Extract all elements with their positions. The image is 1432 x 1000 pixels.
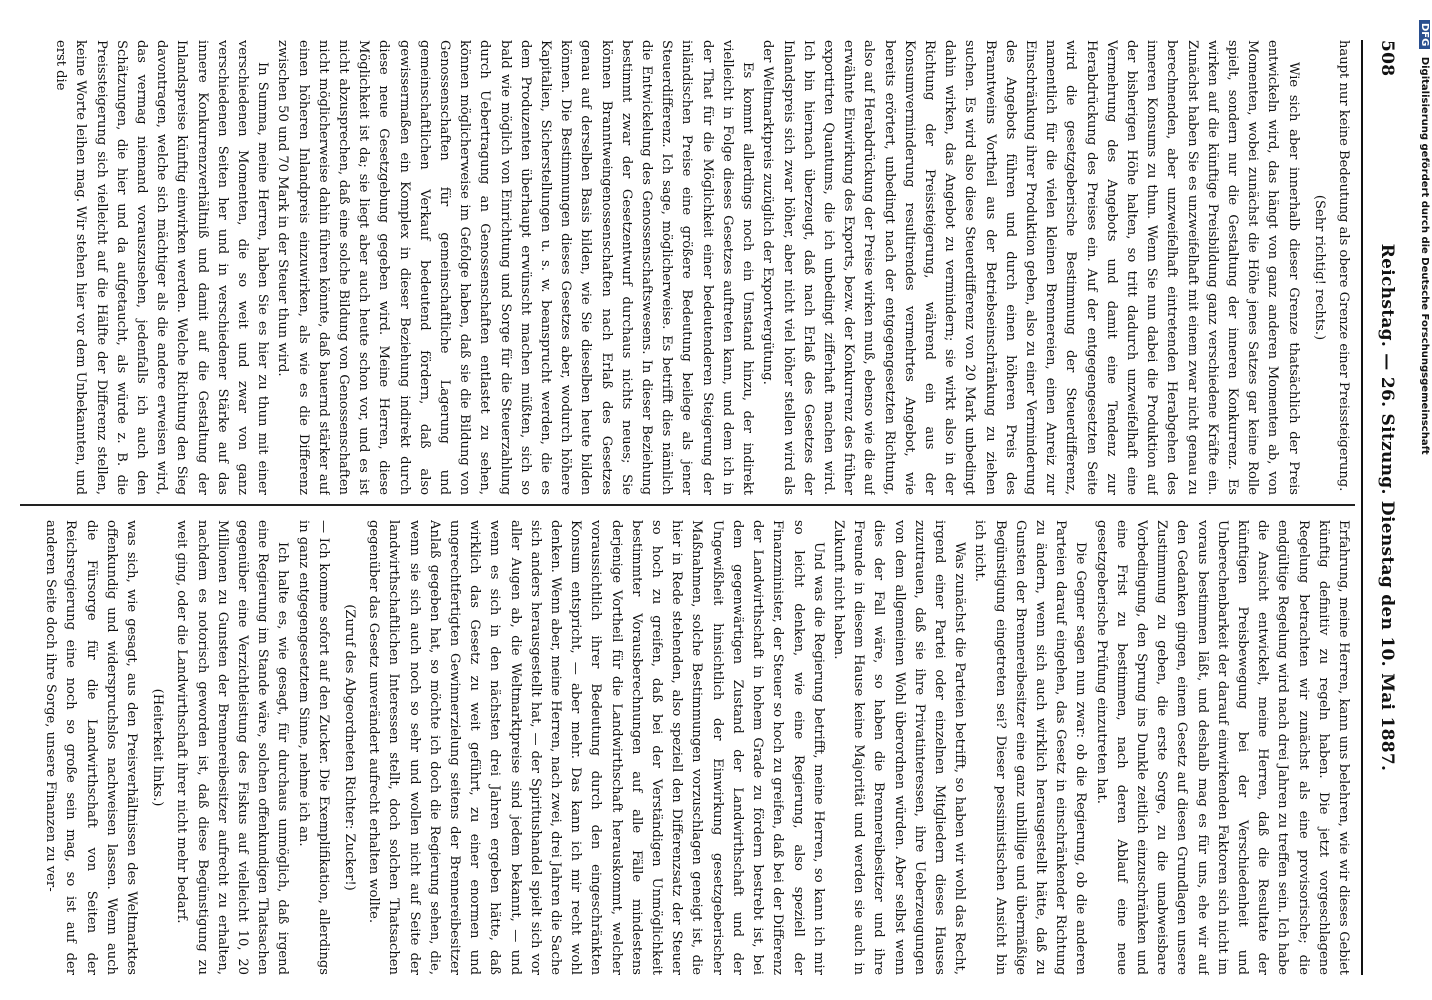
right-column xyxy=(20,520,1353,975)
left-column xyxy=(20,40,1353,495)
paragraph: Die Gegner sagen nun zwar: ob die Regierung, ob die anderen Parteien darauf eingehen, das Gesetz in einschränkender Richtung zu ändern, wenn sich auch wirklich herausgestellt hätte, daß zu Gunsten der Brennereibesitzer eine ganz unbillige und übermäßige Begünstigung eingetreten sei? Dieser pessimistischen Ansicht bin ich nicht. xyxy=(972,520,1089,975)
paragraph: In Summa, meine Herren, haben Sie es hier zu thun mit einer verschiedenen Momenten, die so weit und zwar von ganz verschiedenen Seiten her und in verschiedener Stärke auf das innere Konkurrenzverhältniß und damit auf die Gestaltung der Inlandspreise künftig einwirken werden. Welche Richtung den Sieg davontragen, welche sich mächtiger als die andere erweisen wird, das vermag niemand vorauszusehen, jedenfalls ich auch den Schätzungen, die hier und da aufgetaucht, als würde z. B. die Preissteigerung sich vielleicht auf die Hälfte der Differenz stellen, keine Worte leihen mag. Wir stehen hier vor dem Unbekannten, und erst die xyxy=(53,40,271,495)
paragraph: was sich, wie gesagt, aus den Preisverhältnissen des Weltmarktes offenkundig und widerspruchslos nachweisen lassen. Wenn auch die Fürsorge für die Landwirthschaft von Seiten der Reichsregierung eine noch so große sein mag, so ist auf der anderen Seite doch ihre Sorge, unsere Finanzen zu ver- xyxy=(43,520,140,975)
paragraph: Was zunächst die Parteien betrifft, so haben wir wohl das Recht, irgend einer Partei oder einzelnen Mitgliedern dieses Hauses zuzutrauen, daß sie ihre Privatinteressen, ihre Ueberzeugungen von dem allgemeinen Wohl überordnen würden. Aber selbst wenn dies der Fall wäre, so haben die Brennereibesitzer und ihre Freunde in diesem Hause keine Majorität und werden sie auch in Zukunft nicht haben. xyxy=(830,520,968,975)
interjection-line: (Zuruf des Abgeordneten Richter: Zucker!) xyxy=(342,604,358,891)
column-divider xyxy=(20,504,1355,506)
page-title: Reichstag. — 26. Sitzung. Dienstag den 10. Mai 1887. xyxy=(1377,243,1397,772)
paragraph: Ich halte es, wie gesagt, für durchaus unmöglich, daß irgend eine Regierung im Stande wäre, solchen offenkundigen Thatsachen gegenüber eine Verzichtleistung des Fiskus auf vielleicht 10, 20 Millionen zu Gunsten der Brennereibesitzer aufrecht zu erhalten, nachdem es notorisch geworden ist, daß diese Begünstigung zu weit ging, oder die Landwirthschaft ihrer nicht mehr bedarf. xyxy=(174,520,291,975)
page-number: 508 xyxy=(1377,40,1397,77)
paragraph: haupt nur keine Bedeutung als obere Grenze einer Preissteigerung. xyxy=(1336,40,1351,492)
header-rule xyxy=(1361,40,1363,975)
interjection-line: (Heiterkeit links.) xyxy=(150,688,166,807)
paragraph: — Ich komme sofort auf den Zucker. Die Exemplifikation, allerdings in ganz entgegengesetztem Sinne, nehme ich an. xyxy=(295,520,331,975)
digitization-credit xyxy=(1419,20,1430,455)
credit-text: Digitalisierung gefördert durch die Deutsche Forschungsgemeinschaft xyxy=(1419,56,1430,455)
dfg-logo: DFG xyxy=(1419,20,1430,49)
interjection-line: (Sehr richtig! rechts.) xyxy=(1311,194,1327,341)
paragraph: Erfahrung, meine Herren, kann uns belehren, wie wir dieses Gebiet künftig definitiv zu regeln haben. Die jetzt vorgeschlagene Regelung betrachten wir zunächst als eine provisorische; die endgültige Regelung wird nach drei Jahren zu treffen sein. Ich habe die Ansicht entwickelt, meine Herren, daß die Resultate der künftigen Preisbewegung bei der Verschiedenheit und Unberechenbarkeit der darauf einwirkenden Faktoren sich nicht im voraus bestimmen läßt, und deshalb mag es für uns, ehe wir auf den Gedanken gingen, einem Gesetz auf diesen Grundlagen unsere Zustimmung zu geben, die erste Sorge, zu die unabweisbare Vorbedingung, den Sprung ins Dunkle zeitlich einzuschränken und eine Frist zu bestimmen, nach deren Ablauf eine neue gesetzgeberische Prüfung einzutreten hat. xyxy=(1093,520,1351,975)
paragraph: Wie sich aber innerhalb dieser Grenze thatsächlich der Preis entwickeln wird, das hängt von ganz anderen Momenten ab, von Momenten, wobei zunächst die Höhe jenes Satzes gar keine Rolle spielt, sondern nur die Gestaltung der inneren Konkurrenz. Es wirken auf die künftige Preisbildung ganz verschiedene Kräfte ein. Zunächst haben Sie es unzweifelhaft mit einem zwar nicht genau zu berechnenden, aber unzweifelhaft eintretenden Herabgehen des inneren Konsums zu thun. Wenn Sie nun dabei die Produktion auf der bisherigen Höhe halten, so tritt dadurch unzweifelhaft eine Vermehrung des Angebots und damit eine Tendenz zur Herabdrückung des Preises ein. Auf der entgegengesetzten Seite wird die gesetzgeberische Bestimmung der Steuerdifferenz, namentlich für die vielen kleinen Brennereien, einen Anreiz zur Einschränkung ihrer Produktion geben, also zu einer Verminderung des Angebots führen und durch einen höheren Preis des Branntweins Vortheil aus der Betriebseinschränkung zu ziehen suchen. Es wird also diese Steuerdifferenz von 20 Mark unbedingt dahin wirken, das Angebot zu vermindern; sie wirkt also in der Richtung der Preissteigerung, während ein aus der Konsumverminderung resultirendes vermehrtes Angebot, wie bereits erörtert, unbedingt nach der entgegengesetzten Richtung, also auf Herabdrückung der Preise wirken muß, ebenso wie die auf erwähnte Einwirkung des Exports, bezw. der Konkurrenz des früher exportirten Quantums, die ich unbedingt zifferhaft machen wird. Ich bin hiernach überzeugt, daß nach Erlaß des Gesetzes der Inlandspreis sich zwar höher, aber nicht viel höher stellen wird als der Weltmarktpreis zuzüglich der Exportvergütung. xyxy=(760,40,1301,495)
paragraph: Es kommt allerdings noch ein Umstand hinzu, der indirekt vielleicht in Folge dieses Gesetzes auftreten kann, und dem ich in der That für die Möglichkeit einer bedeutenderen Steigerung der inländischen Preise eine größere Bedeutung beilege als jener Steuerdifferenz. Ich sage, möglicherweise. Es betrifft dies nämlich die Entwickelung des Genossenschaftswesens. In dieser Beziehung bestimmt zwar der Gesetzentwurf durchaus nichts neues; Sie können Branntweingenossenschaften nach Erlaß des Gesetzes genau auf derselben Basis bilden, wie Sie dieselben heute bilden können. Die Bestimmungen dieses Gesetzes aber, wodurch höhere Kapitalien, Sicherstellungen u. s. w. beansprucht werden, die es dem Produzenten überhaupt erwünscht machen müßten, sich so bald wie möglich von Einrichtung und Sorge für die Steuerzahlung durch Uebertragung an Genossenschaften entlastet zu sehen, können möglicherweise im Gefolge haben, daß sie die Bildung von Genossenschaften für gemeinschaftliche Lagerung und gemeinschaftlichen Verkauf bedeutend fördern, daß also gewissermaßen ein Komplex in dieser Beziehung indirekt durch diese neue Gesetzgebung gegeben wird. Meine Herren, diese Möglichkeit ist da; sie liegt aber auch heute schon vor, und es ist nicht abzusprechen, daß eine solche Bildung von Genossenschaften nicht möglicherweise dahin führen könnte, daß bauernd stärker auf einen höheren Inlandpreis einzuwirken, als wie es die Differenz zwischen 50 und 70 Mark in der Steuer thun wird. xyxy=(275,40,756,495)
paragraph: Und was die Regierung betrifft, meine Herren, so kann ich mir so leicht denken, wie eine Regierung, also speziell der Finanzminister, der Steuer so hoch zu greifen, daß bei der Differenz der Landwirthschaft in hohem Grade zu fördern bestrebt ist, bei dem gegenwärtigen Zustand der Landwirthschaft und der Ungewißheit hinsichtlich der Einwirkung gesetzgeberischer Maßnahmen, solche Bestimmungen vorzuschlagen geneigt ist, die hier in Rede stehenden, also speziell den Differenzsatz der Steuer so hoch zu greifen, daß bei der Verständigen Unmöglichkeit bestimmter Vorausberechnungen auf alle Fälle mindestens derjenige Vortheil für die Landwirthschaft herauskommt, welcher voraussichtlich ihrer Bedeutung durch den eingeschränkten Konsum entspricht, — aber mehr. Das kann ich mir recht wohl denken. Wenn aber, meine Herren, nach zwei, drei Jahren die Sache sich anders herausgestellt hat, — der Spiritushandel spielt sich vor aller Augen ab, die Weltmarktpreise sind jedem bekannt, — und wenn es sich in den nächsten drei Jahren ergeben hätte, daß wirklich das Gesetz zu weit geführt, zu einer enormen und ungerechtfertigten Gewinnerzielung seitens der Brennereibesitzer Anlaß gegeben hat, so möchte ich doch die Regierung sehen, die, wenn sie sich auch noch so sehr und wollen nicht auf Seite der landwirthschaftlichen Interessen stellt, doch solchen Thatsachen gegenüber das Gesetz unverändert aufrecht erhalten wollte. xyxy=(366,520,826,975)
digitization-sidebar xyxy=(1416,0,1432,1000)
page-header xyxy=(1363,40,1403,975)
